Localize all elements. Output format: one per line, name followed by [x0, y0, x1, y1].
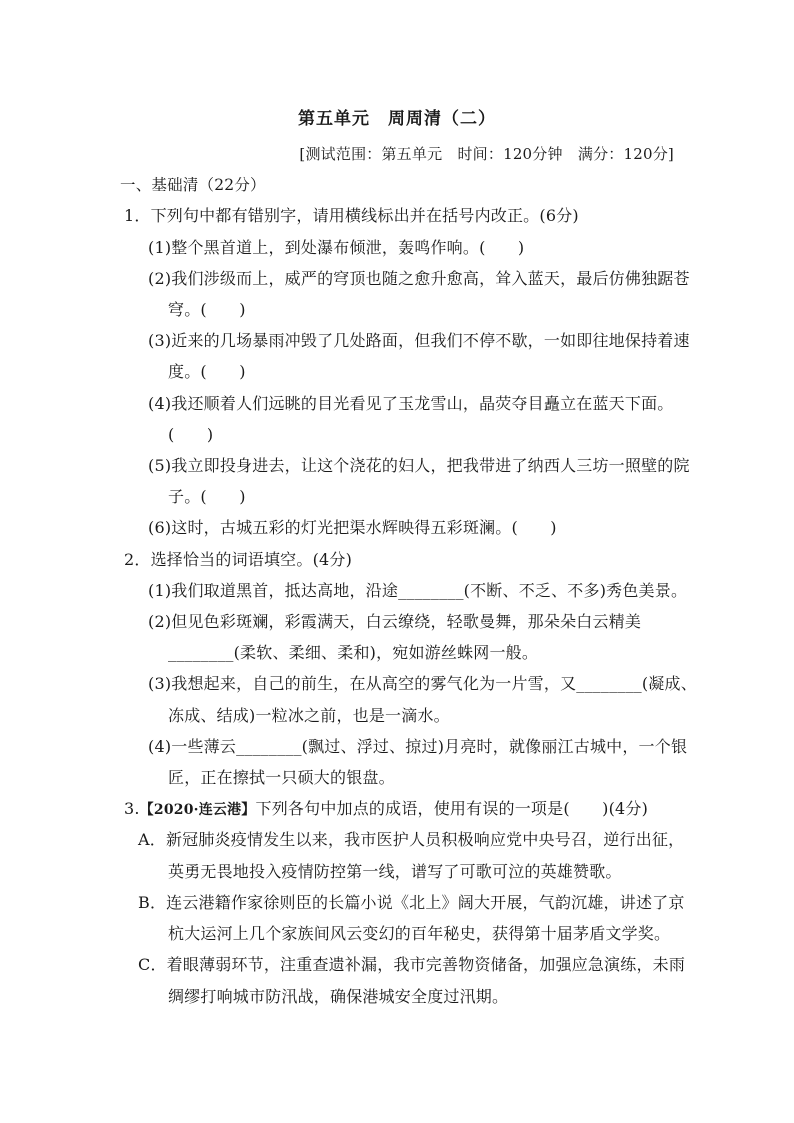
question-3-option-a-cont: 英勇无畏地投入疫情防控第一线，谱写了可歌可泣的英雄赞歌。: [168, 862, 622, 881]
question-2-item: (4)一些薄云________(飘过、浮过、掠过)月亮时，就像丽江古城中，一个银: [148, 737, 688, 756]
question-1-item: ( ): [168, 425, 214, 444]
question-1-item: (4)我还顺着人们远眺的目光看见了玉龙雪山，晶荧夺目矗立在蓝天下面。: [148, 394, 674, 413]
question-1-item: (5)我立即投身进去，让这个浇花的妇人，把我带进了纳西人三坊一照壁的院: [148, 456, 690, 475]
question-1-item: (1)整个黑首道上，到处瀑布倾泄，轰鸣作响。( ): [148, 238, 525, 257]
question-3-option-b: B．连云港籍作家徐则臣的长篇小说《北上》阔大开展，气韵沉雄，讲述了京: [138, 893, 685, 912]
question-1-item: (2)我们涉级而上，威严的穹顶也随之愈升愈高，耸入蓝天，最后仿佛独踞苍: [148, 269, 690, 288]
question-1-item: 子。( ): [168, 487, 246, 506]
question-2-item: (3)我想起来，自己的前生，在从高空的雾气化为一片雪，又________(凝成、: [148, 674, 697, 693]
question-2-stem: 2．选择恰当的词语填空。(4分): [124, 550, 353, 569]
section-heading: 一、基础清（22分）: [120, 176, 266, 194]
question-3-number: 3.: [124, 799, 140, 818]
question-2-item: 匠，正在擦拭一只硕大的银盘。: [168, 768, 395, 787]
question-3-option-b-cont: 杭大运河上几个家族间风云变幻的百年秘史，获得第十届茅盾文学奖。: [168, 924, 671, 943]
question-3-option-c: C．着眼薄弱环节，注重查遗补漏，我市完善物资储备，加强应急演练，未雨: [138, 955, 686, 974]
question-3-source-tag: 【2020·连云港】: [139, 802, 256, 818]
question-3-text: 下列各句中加点的成语，使用有误的一项是( )(4分): [255, 799, 649, 818]
question-2-item: ________(柔软、柔细、柔和)，宛如游丝蛛网一般。: [168, 643, 539, 662]
question-1-item: 穹。( ): [168, 300, 246, 319]
page-title: 第五单元 周周清（二）: [298, 109, 496, 129]
question-3-option-c-cont: 绸缪打响城市防汛战，确保港城安全度过汛期。: [168, 987, 509, 1006]
question-1-item: (6)这时，古城五彩的灯光把渠水辉映得五彩斑澜。( ): [148, 518, 557, 537]
question-3-option-a: A．新冠肺炎疫情发生以来，我市医护人员积极响应党中央号召，逆行出征，: [138, 830, 685, 849]
question-2-item: (2)但见色彩斑斓，彩霞满天，白云缭绕，轻歌曼舞，那朵朵白云精美: [148, 612, 642, 631]
question-1-item: 度。( ): [168, 362, 246, 381]
question-3-stem: [124, 798, 648, 821]
question-2-item: (1)我们取道黑首，抵达高地，沿途________(不断、不乏、不多)秀色美景。: [148, 581, 688, 600]
test-info: [测试范围：第五单元 时间：120分钟 满分：120分]: [299, 145, 674, 163]
question-1-item: (3)近来的几场暴雨冲毁了几处路面，但我们不停不歇，一如即往地保持着速: [148, 331, 690, 350]
question-1-stem: 1．下列句中都有错别字，请用横线标出并在括号内改正。(6分): [124, 206, 579, 225]
question-2-item: 冻成、结成)一粒冰之前，也是一滴水。: [168, 706, 450, 725]
